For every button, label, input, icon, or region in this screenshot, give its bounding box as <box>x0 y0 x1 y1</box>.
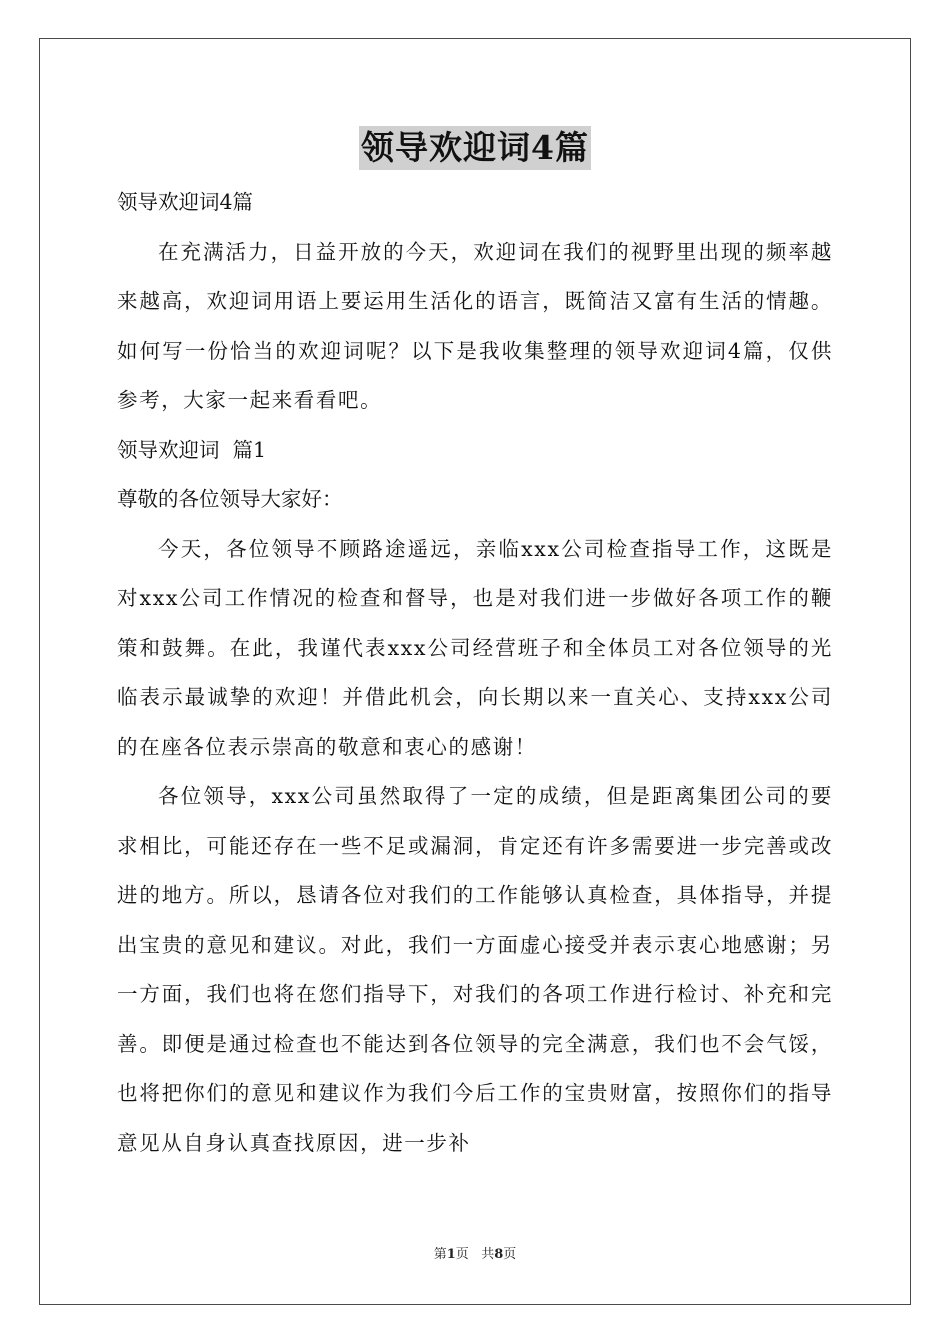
total-prefix: 共 <box>481 1247 495 1262</box>
page-footer <box>0 1246 950 1264</box>
page-suffix: 页 <box>455 1247 469 1262</box>
salutation: 尊敬的各位领导大家好： <box>117 487 343 511</box>
body-paragraph-1: 今天，各位领导不顾路途遥远，亲临xxx公司检查指导工作，这既是对xxx公司工作情况的检查和督导，也是对我们进一步做好各项工作的鞭策和鼓舞。在此，我谨代表xxx公司经营班子和全体员工对各位领导的光临表示最诚挚的欢迎！并借此机会，向长期以来一直关心、支持xxx公司的在座各位表示崇高的敬意和衷心的感谢！ <box>117 536 833 759</box>
subtitle: 领导欢迎词4篇 <box>117 190 254 214</box>
document-title: 领导欢迎词4篇 <box>0 126 950 170</box>
body-paragraph-2: 各位领导，xxx公司虽然取得了一定的成绩，但是距离集团公司的要求相比，可能还存在一些不足或漏洞，肯定还有许多需要进一步完善或改进的地方。所以，恳请各位对我们的工作能够认真检查，具体指导，并提出宝贵的意见和建议。对此，我们一方面虚心接受并表示衷心地感谢；另一方面，我们也将在您们指导下，对我们的各项工作进行检讨、补充和完善。即便是通过检查也不能达到各位领导的完全满意，我们也不会气馁，也将把你们的意见和建议作为我们今后工作的宝贵财富，按照你们的指导意见从自身认真查找原因，进一步补 <box>117 784 833 1155</box>
section-heading: 领导欢迎词 篇1 <box>117 437 267 462</box>
page-prefix: 第 <box>433 1247 447 1262</box>
document-body <box>117 178 833 1168</box>
intro-paragraph: 在充满活力，日益开放的今天，欢迎词在我们的视野里出现的频率越来越高，欢迎词用语上要运用生活化的语言，既简洁又富有生活的情趣。如何写一份恰当的欢迎词呢？以下是我收集整理的领导欢迎词4篇，仅供参考，大家一起来看看吧。 <box>117 239 833 412</box>
page-number: 1 <box>446 1247 456 1262</box>
total-pages: 8 <box>494 1247 504 1262</box>
total-suffix: 页 <box>503 1247 517 1262</box>
